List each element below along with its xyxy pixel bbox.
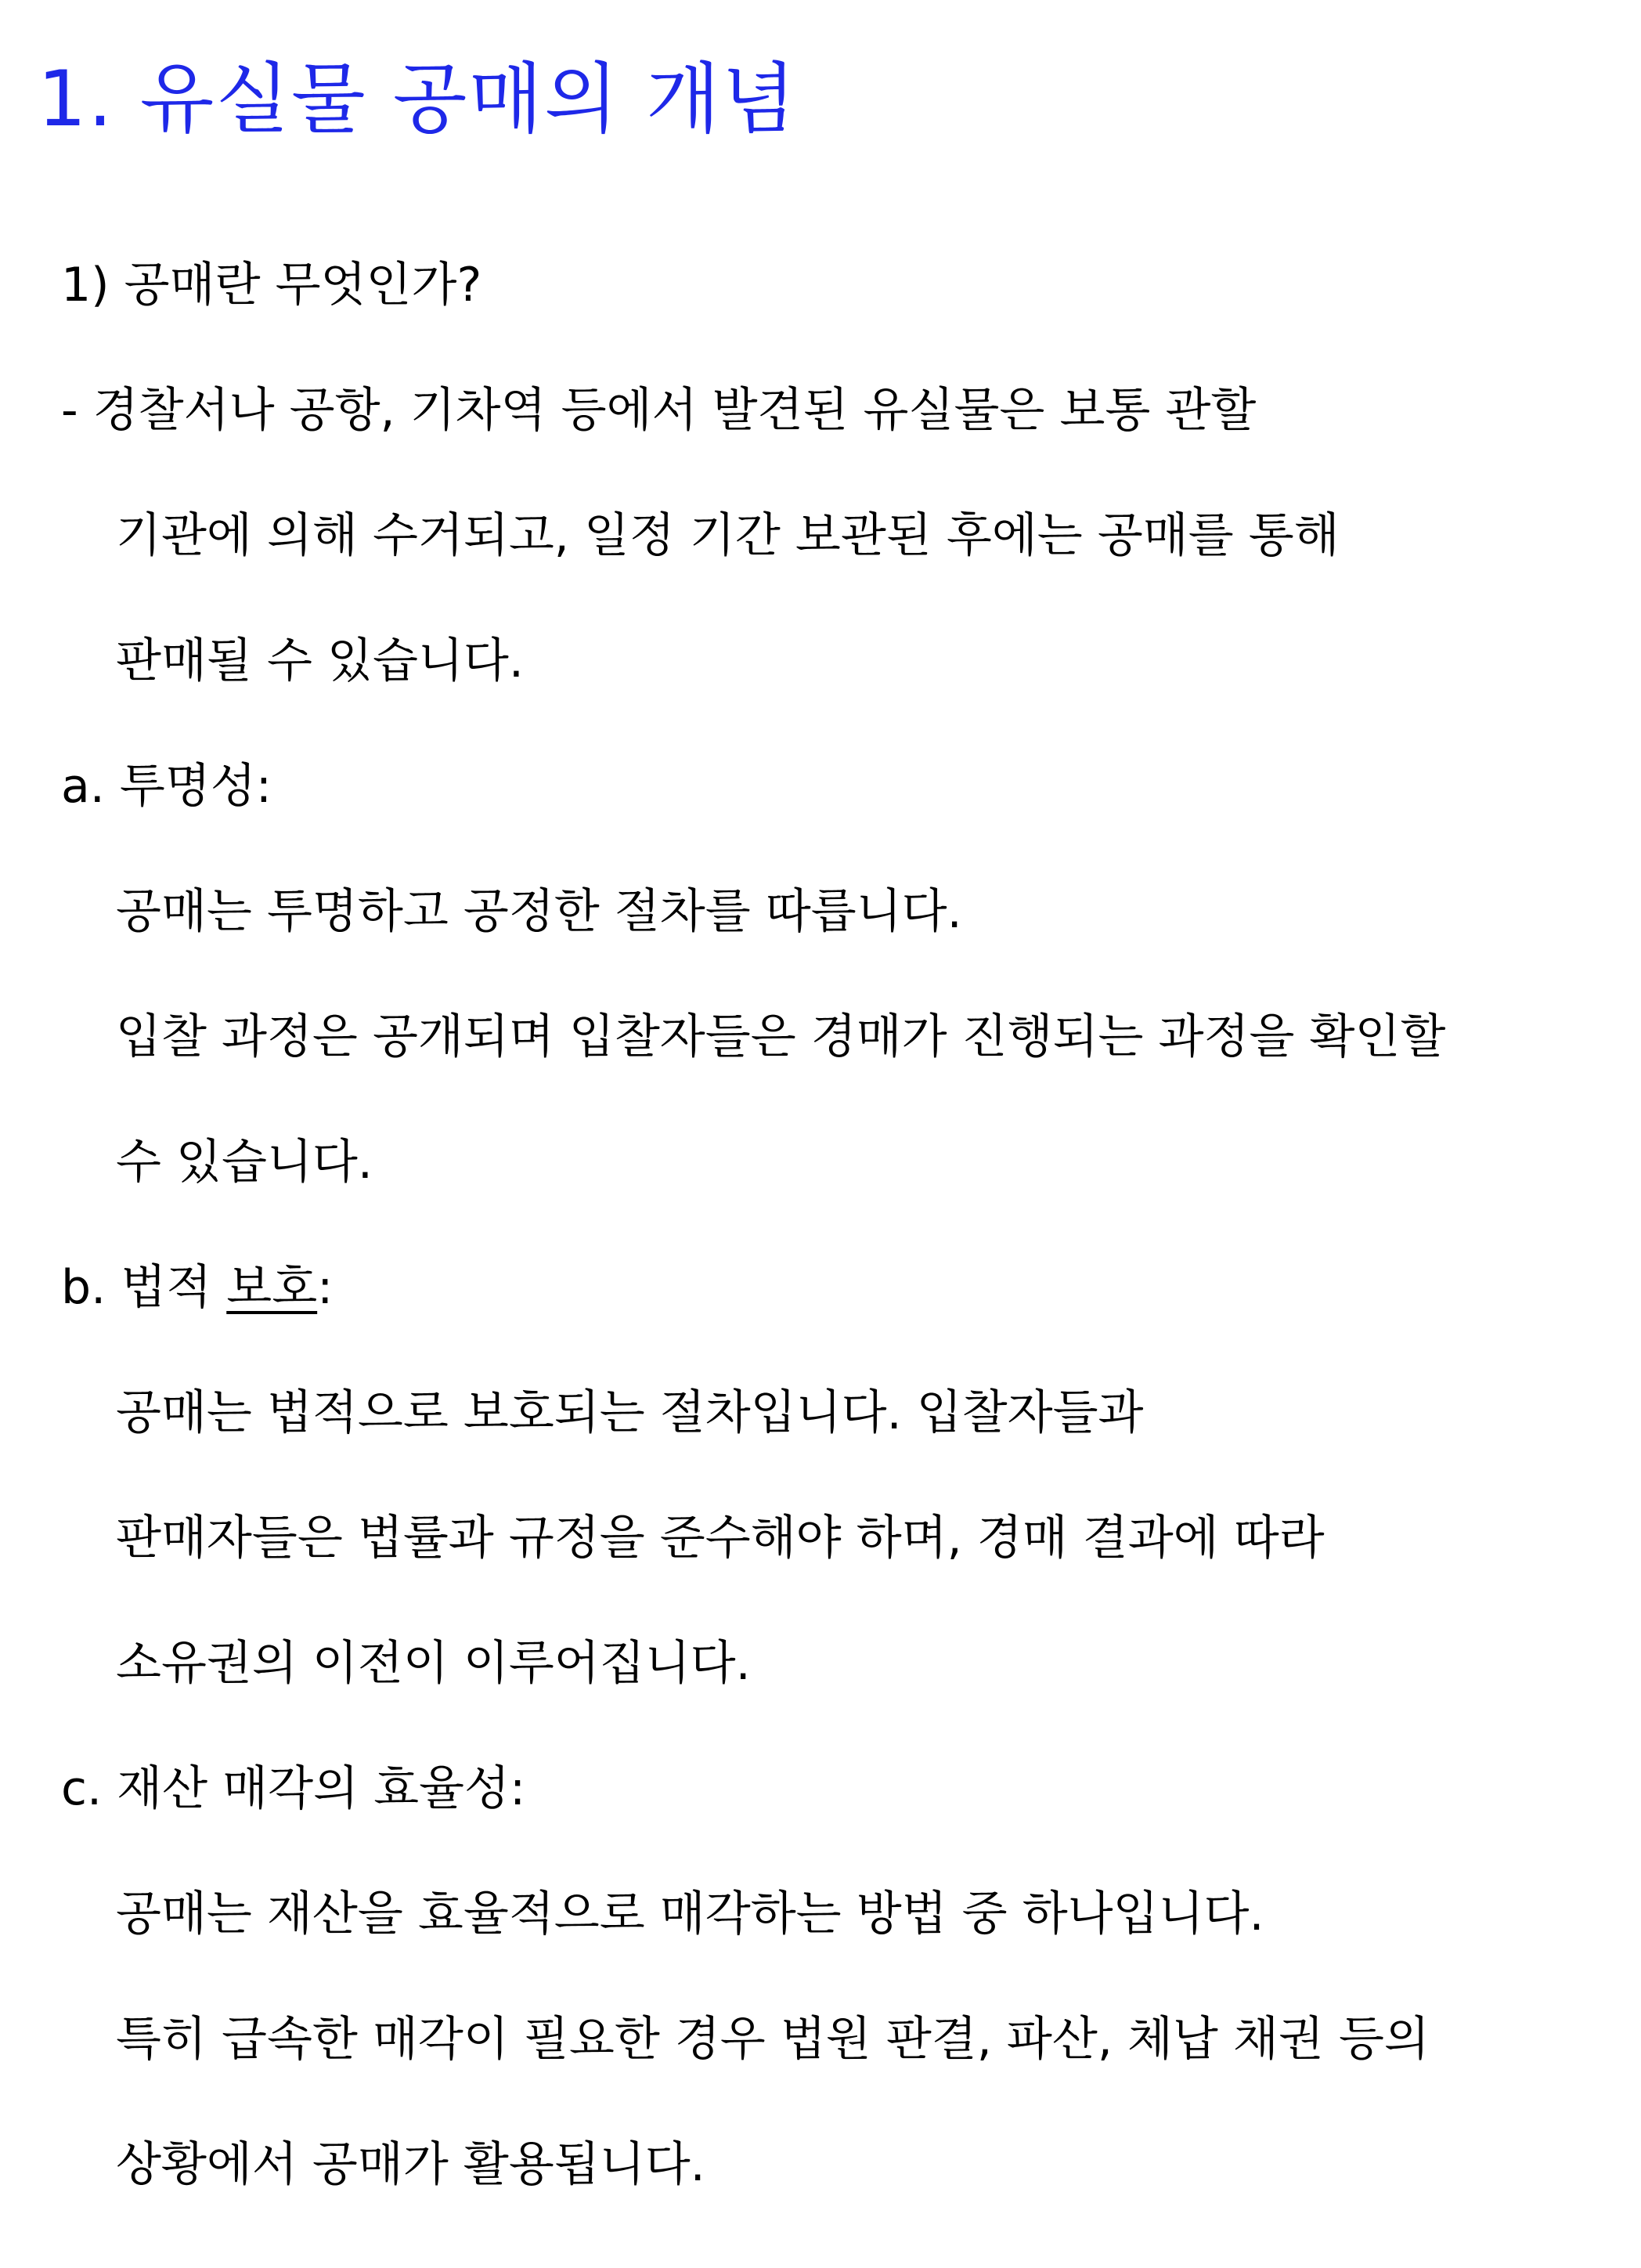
intro-line-3: 판매될 수 있습니다. <box>116 634 524 688</box>
item-a-line-2: 입찰 과정은 공개되며 입찰자들은 경매가 진행되는 과정을 확인할 <box>116 1009 1446 1064</box>
item-c-line-3: 상황에서 공매가 활용됩니다. <box>116 2137 705 2192</box>
item-c-line-2: 특히 급속한 매각이 필요한 경우 법원 판결, 파산, 체납 채권 등의 <box>116 2012 1430 2067</box>
item-a-line-3: 수 있습니다. <box>116 1135 373 1190</box>
item-b-label <box>61 1256 333 1319</box>
intro-line-1: - 경찰서나 공항, 기차역 등에서 발견된 유실물은 보통 관할 <box>61 383 1257 438</box>
item-b-title: 보호 <box>226 1260 318 1315</box>
item-c-prefix: c. <box>61 1761 117 1816</box>
page-title: 1. 유실물 공매의 개념 <box>38 55 798 144</box>
item-c-title: 재산 매각의 효율성: <box>117 1761 526 1816</box>
item-a-prefix: a. <box>61 759 120 814</box>
intro-line-2: 기관에 의해 수거되고, 일정 기간 보관된 후에는 공매를 통해 <box>116 508 1340 563</box>
section-heading: 1) 공매란 무엇인가? <box>61 258 482 312</box>
item-b-line-2: 판매자들은 법률과 규정을 준수해야 하며, 경매 결과에 따라 <box>116 1511 1325 1566</box>
item-c-label <box>61 1757 525 1820</box>
item-c-line-1: 공매는 재산을 효율적으로 매각하는 방법 중 하나입니다. <box>116 1887 1264 1941</box>
item-b-line-3: 소유권의 이전이 이루어집니다. <box>116 1636 751 1691</box>
item-b-line-1: 공매는 법적으로 보호되는 절차입니다. 입찰자들과 <box>116 1385 1144 1440</box>
item-a-title: 투명성: <box>119 759 272 814</box>
item-a-line-1: 공매는 투명하고 공정한 절차를 따릅니다. <box>116 884 962 939</box>
item-b-prefix: b. 법적 <box>61 1260 227 1315</box>
item-b-suffix: : <box>317 1260 334 1315</box>
item-a-label <box>61 755 272 818</box>
